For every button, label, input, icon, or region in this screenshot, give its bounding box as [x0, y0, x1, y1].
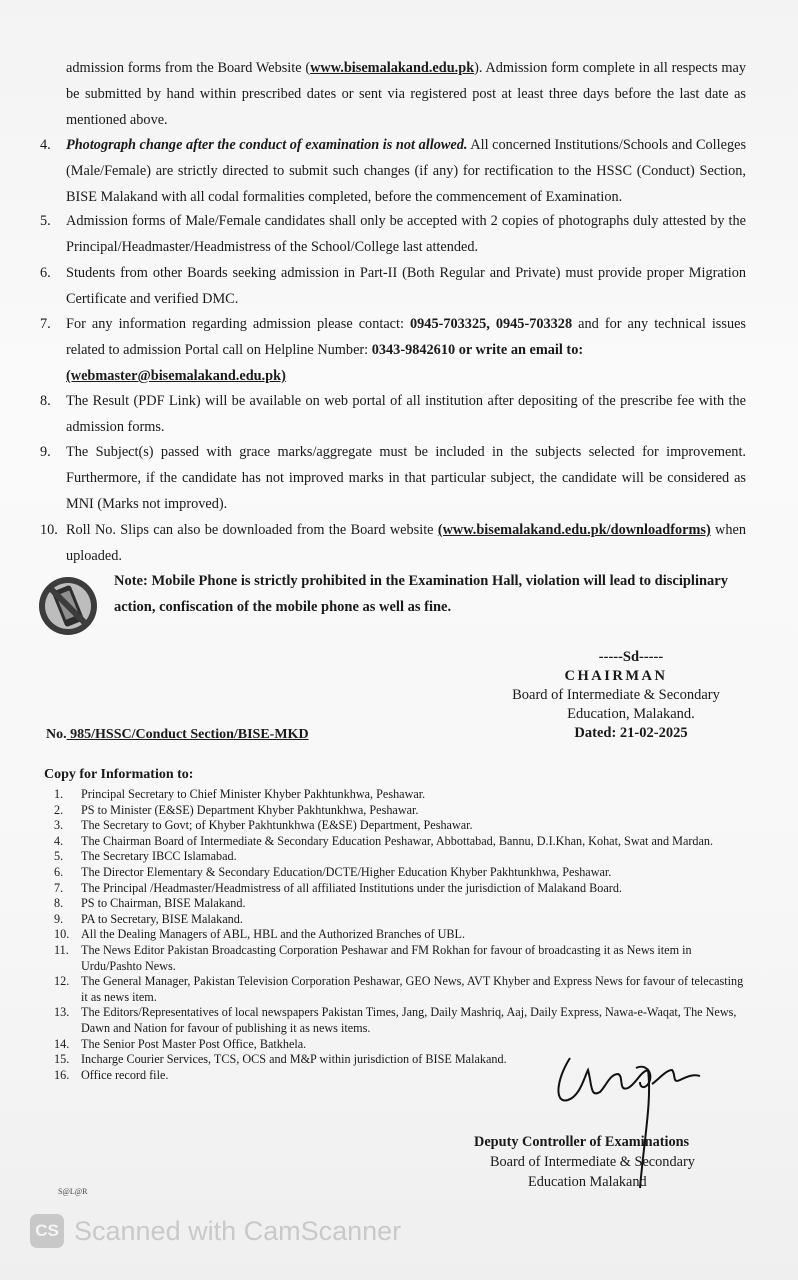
- copy-item-number: 13.: [54, 1005, 70, 1020]
- chairman-board-line: Board of Intermediate & Secondary: [512, 687, 720, 703]
- copy-item-number: 12.: [54, 974, 70, 989]
- board-website-link: www.bisemalakand.edu.pk: [310, 60, 475, 76]
- copy-item-text: The Editors/Representatives of local newspapers Pakistan Times, Jang, Daily Mashriq, Aaj, Daily Express, Nawa-e-Waqat, The News, Dawn and Nation for favour of publishing it as news items.: [81, 1005, 737, 1035]
- copy-list-item: [46, 818, 750, 834]
- item-text: For any information regarding admission please contact:: [66, 316, 410, 332]
- copy-item-number: 3.: [54, 818, 64, 833]
- copy-item-text: Incharge Courier Services, TCS, OCS and M&P within jurisdiction of BISE Malakand.: [81, 1052, 507, 1067]
- item-number: 8.: [40, 393, 51, 409]
- no-mobile-phone-icon: [36, 574, 100, 638]
- copy-item-text: PA to Secretary, BISE Malakand.: [81, 911, 243, 926]
- clerk-initials: S@L@R: [58, 1187, 88, 1196]
- copy-list-item: [46, 834, 750, 850]
- intro-paragraph: [66, 55, 746, 133]
- copy-list-item: [46, 974, 750, 1005]
- copy-list-item: [46, 912, 750, 928]
- intro-text-b: ). Admission form complete in all respects may be submitted by hand within prescribed dates or sent via registered post at least three days before the last date as mentioned above.: [66, 60, 746, 128]
- copy-list-item: [46, 927, 750, 943]
- copy-item-number: 11.: [54, 942, 69, 957]
- deputy-board-line-2: Education Malakand: [528, 1174, 647, 1190]
- copy-item-text: The Senior Post Master Post Office, Batkhela.: [81, 1036, 307, 1051]
- instruction-item-8: [40, 388, 746, 440]
- copy-list-item: [46, 943, 750, 974]
- instruction-item-6: [40, 260, 746, 312]
- copy-item-number: 14.: [54, 1036, 70, 1051]
- copy-item-number: 6.: [54, 864, 64, 879]
- copy-item-text: Office record file.: [81, 1067, 169, 1082]
- copy-item-number: 7.: [54, 880, 64, 895]
- helpline-number: 0343-9842610 or write an email to:: [371, 342, 584, 358]
- camscanner-logo-icon: CS: [30, 1214, 64, 1248]
- item-number: 5.: [40, 213, 51, 229]
- reference-value: 985/HSSC/Conduct Section/BISE-MKD: [66, 727, 309, 742]
- copy-item-text: The Secretary to Govt; of Khyber Pakhtunkhwa (E&SE) Department, Peshawar.: [81, 818, 473, 833]
- item-number: 4.: [40, 137, 51, 153]
- copy-list-item: [46, 803, 750, 819]
- copy-item-text: Principal Secretary to Chief Minister Khyber Pakhtunkhwa, Peshawar.: [81, 787, 426, 801]
- reference-prefix: No.: [46, 727, 67, 742]
- copy-item-number: 8.: [54, 896, 64, 911]
- copy-item-number: 10.: [54, 927, 70, 942]
- item-text: The Subject(s) passed with grace marks/aggregate must be included in the subjects selected for improvement. Furthermore, if the candidate has not improved marks in that particular subject, the candidate will be considered as MNI (Marks not improved).: [66, 444, 746, 512]
- item-text: The Result (PDF Link) will be available on web portal of all institution after depositing of the prescribe fee with the admission forms.: [66, 393, 746, 435]
- copy-list-item: [46, 849, 750, 865]
- item-text-b: when uploaded.: [66, 522, 746, 564]
- copy-item-number: 16.: [54, 1067, 70, 1082]
- copy-item-number: 2.: [54, 802, 64, 817]
- intro-text-a: admission forms from the Board Website (: [66, 60, 311, 76]
- item-text: All concerned Institutions/Schools and Colleges (Male/Female) are strictly directed to submit such changes (if any) for rectification to the HSSC (Conduct) Section, BISE Malakand with all codal formalities completed, before the commencement of Examination.: [66, 137, 747, 205]
- chairman-title: CHAIRMAN: [564, 668, 668, 684]
- copy-list-item: [46, 896, 750, 912]
- copy-item-text: All the Dealing Managers of ABL, HBL and the Authorized Branches of UBL.: [81, 927, 466, 942]
- item-number: 6.: [40, 265, 51, 281]
- mobile-phone-note: Note: Mobile Phone is strictly prohibited in the Examination Hall, violation will lead to disciplinary action, confiscation of the mobile phone as well as fine.: [114, 573, 728, 615]
- copy-list-item: [46, 1005, 750, 1036]
- item-bold-lead: Photograph change after the conduct of examination is not allowed.: [66, 137, 468, 153]
- copy-item-number: 1.: [54, 787, 64, 801]
- copy-item-text: PS to Chairman, BISE Malakand.: [81, 896, 246, 911]
- copy-item-text: The Principal /Headmaster/Headmistress of all affiliated Institutions under the jurisdiction of Malakand Board.: [81, 880, 622, 895]
- copy-item-text: The Chairman Board of Intermediate & Secondary Education Peshawar, Abbottabad, Bannu, D.I.Khan, Kohat, Swat and Mardan.: [81, 833, 714, 848]
- item-text: Roll No. Slips can also be downloaded from the Board website: [66, 522, 438, 538]
- copy-list-item: [46, 881, 750, 897]
- contact-phones: 0945-703325, 0945-703328: [410, 316, 573, 332]
- copy-item-text: The General Manager, Pakistan Television Corporation Peshawar, GEO News, AVT Khyber and Express News for favour of telecasting it as news item.: [81, 974, 744, 1004]
- copy-item-number: 9.: [54, 911, 64, 926]
- copy-item-text: The Director Elementary & Secondary Education/DCTE/Higher Education Khyber Pakhtunkhwa, Peshawar.: [81, 864, 612, 879]
- dated-text: Dated: 21-02-2025: [574, 725, 688, 741]
- chairman-board-line-2: Education, Malakand.: [567, 706, 695, 722]
- item-text: Students from other Boards seeking admission in Part-II (Both Regular and Private) must provide proper Migration Certificate and verified DMC.: [66, 265, 746, 307]
- copy-list-item: [46, 787, 750, 803]
- camscanner-text: Scanned with CamScanner: [74, 1215, 402, 1246]
- instruction-item-9: [40, 439, 746, 517]
- copy-item-text: The News Editor Pakistan Broadcasting Corporation Peshawar and FM Rokhan for favour of broadcasting it as News item in Urdu/Pashto News.: [81, 942, 692, 973]
- item-text: Admission forms of Male/Female candidates shall only be accepted with 2 copies of photographs duly attested by the Principal/Headmaster/Headmistress of the School/College last attended.: [66, 213, 746, 255]
- copy-list-item: [46, 865, 750, 881]
- copy-item-text: The Secretary IBCC Islamabad.: [81, 849, 237, 864]
- copy-item-number: 4.: [54, 833, 64, 848]
- instruction-item-7: [40, 311, 746, 389]
- instruction-item-4: [40, 132, 746, 210]
- item-text-b: and for any technical issues related to admission Portal call on Helpline Number:: [66, 316, 746, 358]
- copy-item-number: 5.: [54, 849, 64, 864]
- sd-mark: -----Sd-----: [598, 649, 664, 665]
- deputy-controller-block: [474, 1132, 734, 1192]
- item-number: 10.: [40, 522, 58, 538]
- copy-distribution-list: [46, 787, 750, 1083]
- reference-number: [46, 727, 309, 743]
- webmaster-email-link: (webmaster@bisemalakand.edu.pk): [66, 368, 286, 384]
- copy-item-number: 15.: [54, 1052, 70, 1067]
- deputy-board-line: Board of Intermediate & Secondary: [490, 1154, 695, 1170]
- instruction-item-5: [40, 208, 746, 260]
- download-forms-link: (www.bisemalakand.edu.pk/downloadforms): [437, 522, 711, 538]
- chairman-signature-block: [496, 648, 736, 743]
- copy-item-text: PS to Minister (E&SE) Department Khyber Pakhtunkhwa, Peshawar.: [81, 802, 419, 817]
- item-number: 9.: [40, 444, 51, 460]
- instruction-item-10: [40, 517, 746, 569]
- item-number: 7.: [40, 316, 51, 332]
- camscanner-watermark: [30, 1214, 401, 1248]
- copy-for-information-title: Copy for Information to:: [44, 767, 194, 782]
- deputy-controller-title: Deputy Controller of Examinations: [474, 1134, 690, 1150]
